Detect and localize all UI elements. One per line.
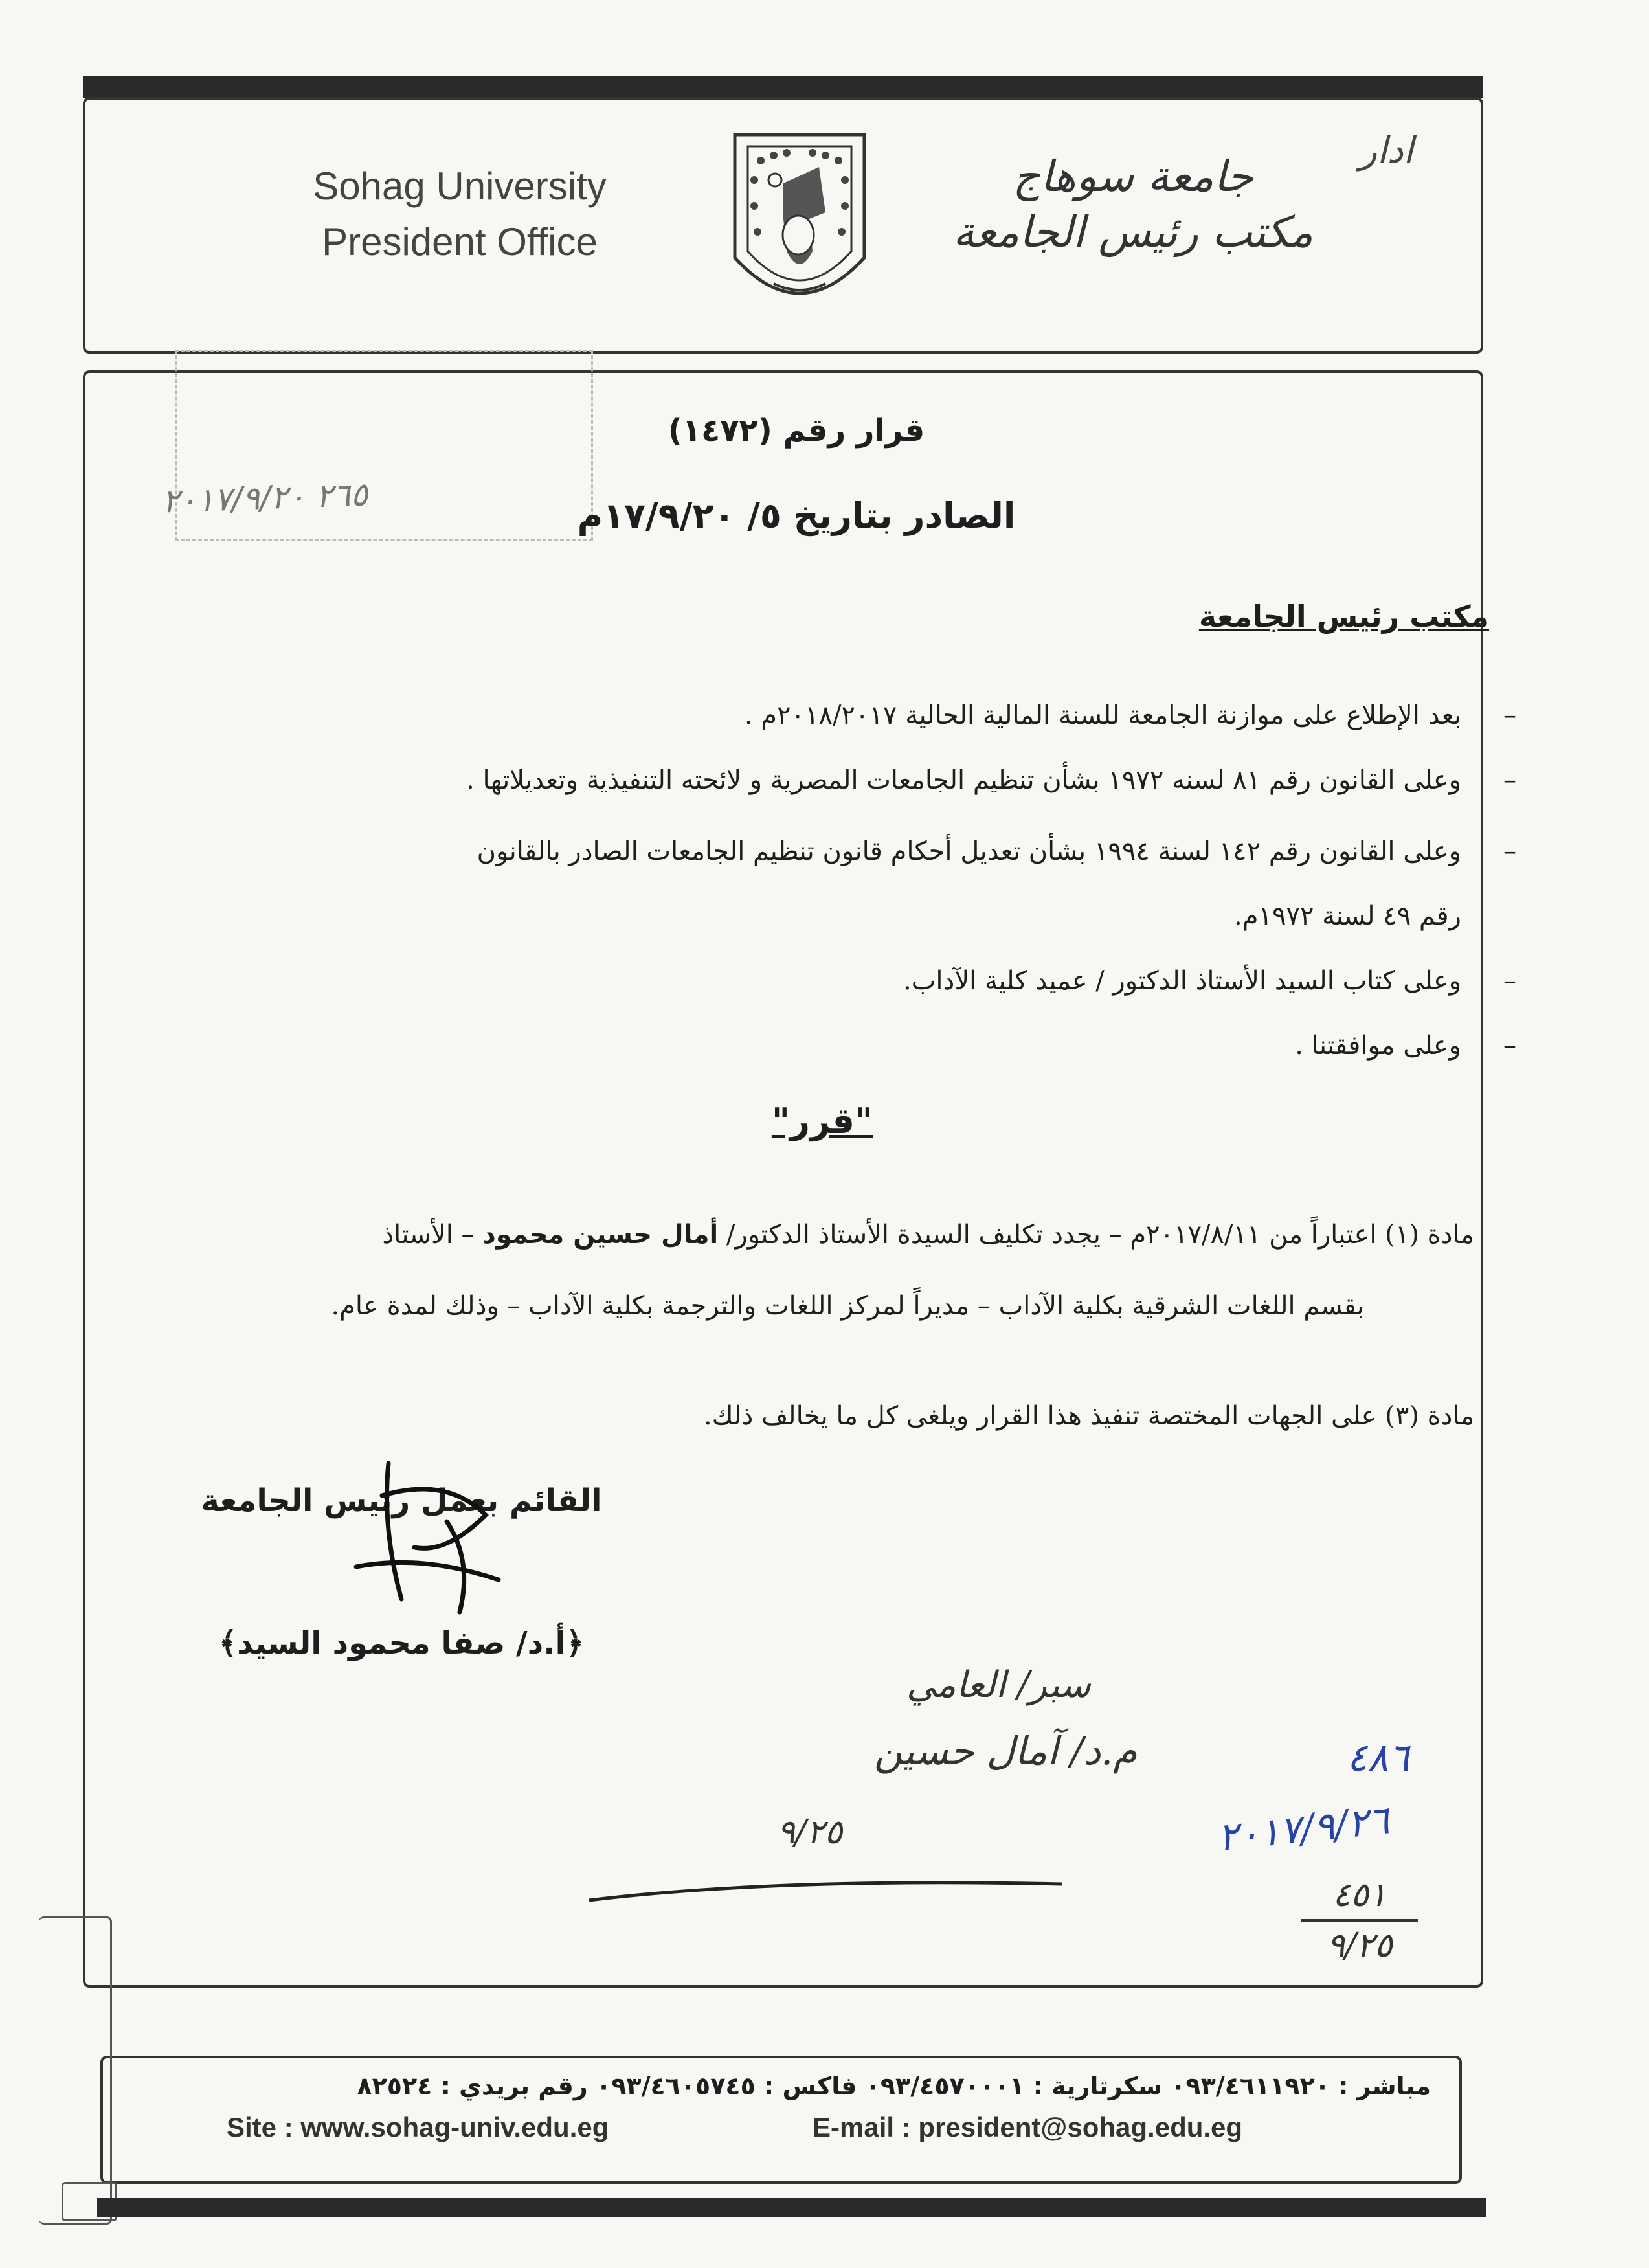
decided-heading: "قرر" (771, 1101, 873, 1141)
clause-text: وعلى كتاب السيد الأستاذ الدكتور / عميد كلية الآداب. (903, 966, 1461, 996)
handwritten-note-3: ٩/٢٥ (777, 1813, 843, 1852)
handwritten-note-1: سبر/ العامي (906, 1664, 1091, 1706)
bullet-dash: – (1503, 1031, 1516, 1061)
article-1-title: – الأستاذ (382, 1220, 475, 1250)
issuer-heading: مكتب رئيس الجامعة (1198, 599, 1489, 634)
clause-text: بعد الإطلاع على موازنة الجامعة للسنة المالية الحالية ٢٠١٨/٢٠١٧م . (744, 701, 1461, 730)
clause-law-81 (218, 745, 1516, 816)
article-3 (179, 1379, 1474, 1454)
bottom-border-bar (97, 2198, 1486, 2217)
receipt-number: ٤٥١ (1332, 1876, 1387, 1914)
clause-text: وعلى القانون رقم ٨١ لسنه ١٩٧٢ بشأن تنظيم الجامعات المصرية و لائحته التنفيذية وتعديلاتها . (466, 765, 1461, 795)
clause-text: وعلى القانون رقم ١٤٢ لسنة ١٩٩٤ بشأن تعديل أحكام قانون تنظيم الجامعات الصادر بالقانون (477, 836, 1461, 866)
bullet-dash: – (1503, 765, 1516, 795)
decision-number: قرار رقم (١٤٧٢) (667, 412, 925, 449)
article-1-text-continued: بقسم اللغات الشرقية بكلية الآداب – مديراً لمركز اللغات والترجمة بكلية الآداب – وذلك لمدة عام. (331, 1291, 1364, 1321)
handwritten-signature (252, 1450, 615, 1638)
article-1-line-2 (186, 1269, 1364, 1343)
receipt-date: ٩/٢٥ (1327, 1926, 1393, 1965)
receipt-fraction (1301, 1871, 1418, 1970)
left-margin-bracket (39, 1916, 112, 2225)
clause-dean-letter (218, 945, 1516, 1016)
university-name-en: Sohag University (313, 164, 607, 208)
issue-date: الصادر بتاريخ ٥/ ١٧/٩/٢٠م (577, 495, 1016, 536)
corner-handwritten-note: ادار (1360, 129, 1414, 172)
footer-email[interactable]: E-mail : president@sohag.edu.eg (813, 2112, 1243, 2142)
footer-website[interactable]: Site : www.sohag-univ.edu.eg (227, 2112, 609, 2142)
clause-approval (218, 1010, 1516, 1081)
university-seal-logo (722, 122, 877, 335)
office-name-ar: مكتب رئيس الجامعة (952, 207, 1314, 257)
signatory-title: القائم بعمل رئيس الجامعة (201, 1483, 602, 1519)
blue-ink-date: ٢٠١٧/٩/٢٦ (1215, 1797, 1391, 1861)
bullet-dash: – (1503, 836, 1516, 866)
footer-contact-numbers: مباشر : ٠٩٣/٤٦١١٩٢٠ سكرتارية : ٠٩٣/٤٥٧٠٠٠١ فاكس : ٠٩٣/٤٦٠٥٧٤٥ رقم بريدي : ٨٢٥٢٤ (357, 2072, 1431, 2100)
clause-text: وعلى موافقتنا . (1295, 1031, 1461, 1061)
university-name-ar: جامعة سوهاج (1013, 152, 1253, 201)
bullet-dash: – (1503, 701, 1516, 730)
clause-budget (218, 680, 1516, 751)
university-name-english (214, 159, 706, 270)
handwritten-reference-number: ٢٦٥ ٢٠١٧/٩/٢٠ (161, 475, 369, 521)
appointee-name: أمال حسين محمود (482, 1220, 719, 1250)
bullet-dash: – (1503, 966, 1516, 996)
clause-law-142-continued (218, 881, 1461, 952)
clause-text: رقم ٤٩ لسنة ١٩٧٢م. (1234, 901, 1461, 931)
article-1-line-1 (179, 1198, 1474, 1272)
signatory-name: ﴿أ.د/ صفا محمود السيد﴾ (218, 1625, 585, 1661)
article-3-text: مادة (٣) على الجهات المختصة تنفيذ هذا القرار ويلغى كل ما يخالف ذلك. (703, 1401, 1474, 1431)
article-1-text: مادة (١) اعتباراً من ٢٠١٧/٨/١١م – يجدد تكليف السيدة الأستاذ الدكتور/ (726, 1220, 1474, 1250)
handwritten-note-2: م.د/ آمال حسين (874, 1729, 1138, 1774)
university-name-arabic (919, 149, 1347, 260)
office-name-en: President Office (322, 220, 598, 264)
top-border-bar (83, 76, 1483, 98)
handwritten-underline-stroke (583, 1865, 1075, 1916)
blue-ink-number: ٤٨٦ (1347, 1735, 1409, 1780)
clause-law-142 (218, 816, 1516, 887)
